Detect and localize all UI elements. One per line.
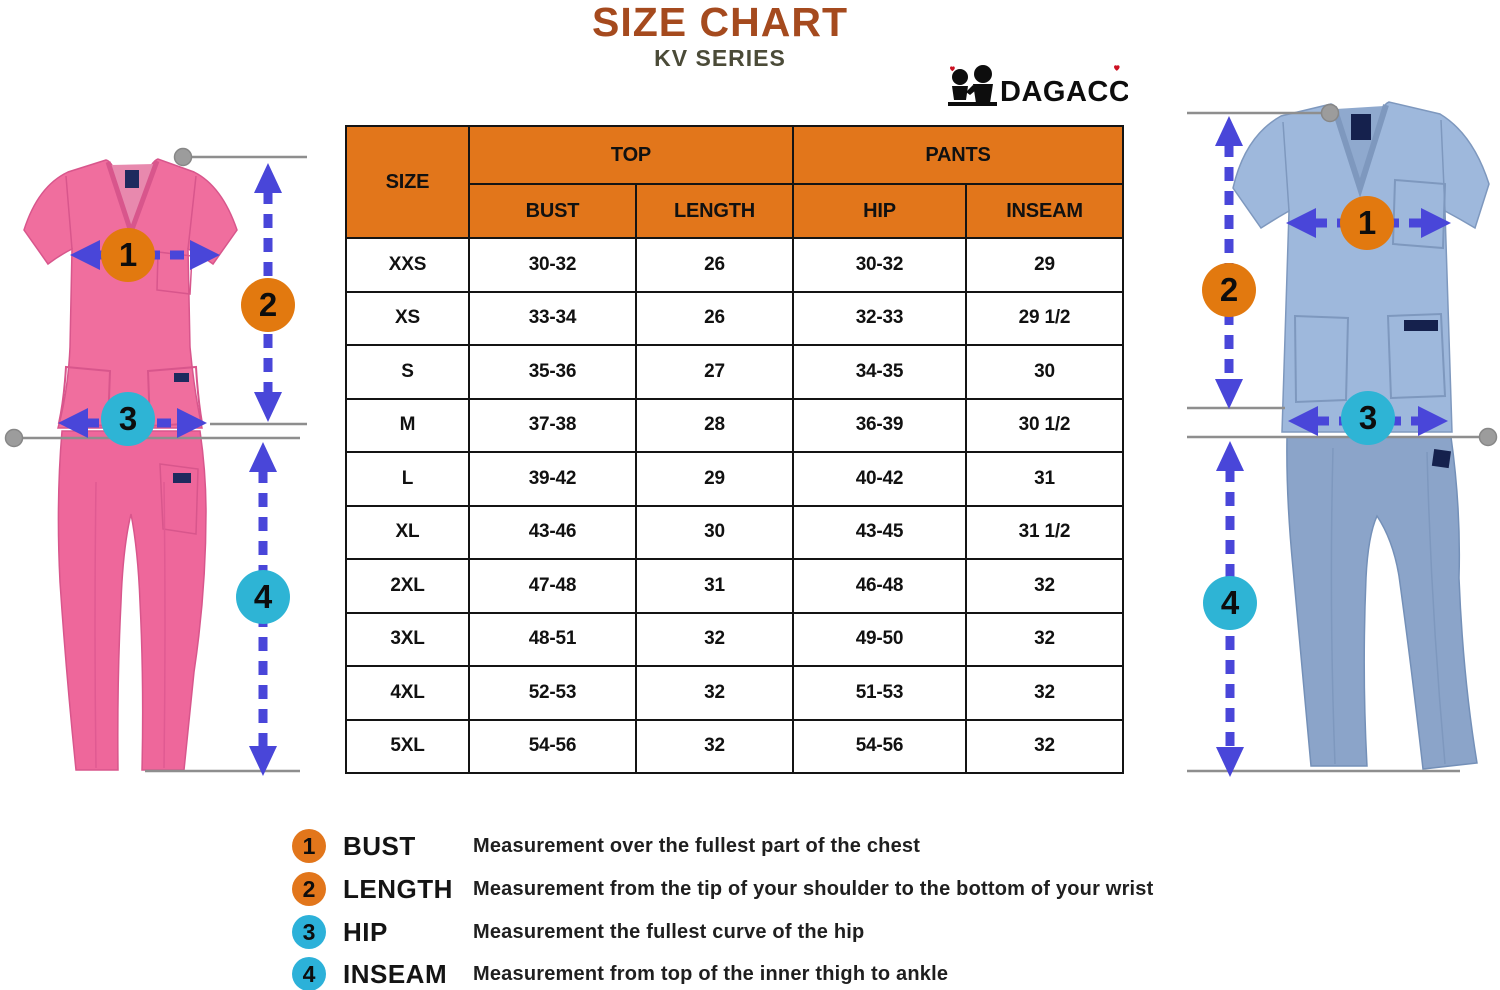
bust-marker-right: 1 (1340, 196, 1394, 250)
inseam-value: 32 (966, 720, 1123, 774)
bust-value: 43-46 (469, 506, 636, 560)
size-value: L (346, 452, 469, 506)
length-value: 30 (636, 506, 793, 560)
bust-value: 37-38 (469, 399, 636, 453)
legend-num-hip: 3 (292, 915, 326, 949)
size-value: 5XL (346, 720, 469, 774)
bust-value: 33-34 (469, 292, 636, 346)
table-row (346, 238, 1123, 292)
length-marker-left: 2 (241, 278, 295, 332)
inseam-marker-left: 4 (236, 570, 290, 624)
length-value: 32 (636, 613, 793, 667)
mens-scrub-illustration-icon (1183, 88, 1500, 788)
length-value: 27 (636, 345, 793, 399)
length-value: 32 (636, 720, 793, 774)
inseam-marker-right: 4 (1203, 576, 1257, 630)
brand-logo (938, 62, 1128, 115)
legend-num-bust: 1 (292, 829, 326, 863)
bust-value: 39-42 (469, 452, 636, 506)
col-header-pants: PANTS (793, 126, 1123, 184)
table-row (346, 720, 1123, 774)
legend-label-bust: BUST (343, 830, 416, 861)
series-subtitle: KV SERIES (654, 45, 786, 71)
legend-label-hip: HIP (343, 916, 388, 947)
brand-wordmark: DAGACCi (1000, 76, 1128, 108)
legend-desc-hip: Measurement the fullest curve of the hip (473, 920, 865, 943)
inseam-value: 29 1/2 (966, 292, 1123, 346)
inseam-value: 32 (966, 666, 1123, 720)
table-row (346, 559, 1123, 613)
bust-value: 52-53 (469, 666, 636, 720)
size-value: 2XL (346, 559, 469, 613)
length-value: 31 (636, 559, 793, 613)
hip-value: 49-50 (793, 613, 966, 667)
hip-value: 54-56 (793, 720, 966, 774)
length-value: 29 (636, 452, 793, 506)
length-marker-right: 2 (1202, 263, 1256, 317)
table-row (346, 399, 1123, 453)
bust-value: 47-48 (469, 559, 636, 613)
size-value: 4XL (346, 666, 469, 720)
womens-scrub-figure (8, 142, 310, 787)
inseam-value: 29 (966, 238, 1123, 292)
legend-num-length: 2 (292, 872, 326, 906)
length-value: 26 (636, 238, 793, 292)
col-header-inseam: INSEAM (966, 184, 1123, 238)
bust-value: 48-51 (469, 613, 636, 667)
womens-scrub-illustration-icon (8, 142, 310, 787)
bust-value: 30-32 (469, 238, 636, 292)
length-value: 28 (636, 399, 793, 453)
inseam-value: 30 1/2 (966, 399, 1123, 453)
hip-value: 43-45 (793, 506, 966, 560)
legend-desc-length: Measurement from the tip of your shoulder to the bottom of your wrist (473, 877, 1154, 900)
size-value: M (346, 399, 469, 453)
bust-value: 54-56 (469, 720, 636, 774)
table-row (346, 506, 1123, 560)
table-row (346, 292, 1123, 346)
legend-row-inseam (292, 956, 948, 990)
legend-label-inseam: INSEAM (343, 958, 448, 989)
brand-logo-figures-icon (938, 62, 1128, 110)
inseam-value: 32 (966, 613, 1123, 667)
legend-row-bust (292, 828, 920, 864)
size-value: 3XL (346, 613, 469, 667)
bust-value: 35-36 (469, 345, 636, 399)
length-value: 32 (636, 666, 793, 720)
page-title: SIZE CHART (592, 0, 848, 45)
size-value: XXS (346, 238, 469, 292)
table-row (346, 452, 1123, 506)
size-value: XS (346, 292, 469, 346)
hip-value: 30-32 (793, 238, 966, 292)
legend-num-inseam: 4 (292, 957, 326, 990)
legend-row-length (292, 871, 1154, 907)
table-row (346, 613, 1123, 667)
hip-value: 40-42 (793, 452, 966, 506)
legend-desc-inseam: Measurement from top of the inner thigh to ankle (473, 962, 949, 985)
hip-value: 36-39 (793, 399, 966, 453)
size-table (345, 125, 1124, 774)
col-header-bust: BUST (469, 184, 636, 238)
inseam-value: 30 (966, 345, 1123, 399)
col-header-hip: HIP (793, 184, 966, 238)
inseam-value: 32 (966, 559, 1123, 613)
legend-desc-bust: Measurement over the fullest part of the chest (473, 834, 921, 857)
hip-marker-right: 3 (1341, 391, 1395, 445)
length-value: 26 (636, 292, 793, 346)
legend-row-hip (292, 914, 864, 950)
hip-value: 32-33 (793, 292, 966, 346)
inseam-value: 31 (966, 452, 1123, 506)
col-header-size: SIZE (346, 126, 469, 238)
hip-value: 51-53 (793, 666, 966, 720)
hip-marker-left: 3 (101, 392, 155, 446)
mens-scrub-figure (1183, 88, 1500, 788)
size-value: XL (346, 506, 469, 560)
inseam-value: 31 1/2 (966, 506, 1123, 560)
bust-marker-left: 1 (101, 228, 155, 282)
legend-label-length: LENGTH (343, 873, 453, 904)
table-row (346, 666, 1123, 720)
hip-value: 46-48 (793, 559, 966, 613)
size-value: S (346, 345, 469, 399)
col-header-top: TOP (469, 126, 793, 184)
col-header-length: LENGTH (636, 184, 793, 238)
hip-value: 34-35 (793, 345, 966, 399)
table-row (346, 345, 1123, 399)
